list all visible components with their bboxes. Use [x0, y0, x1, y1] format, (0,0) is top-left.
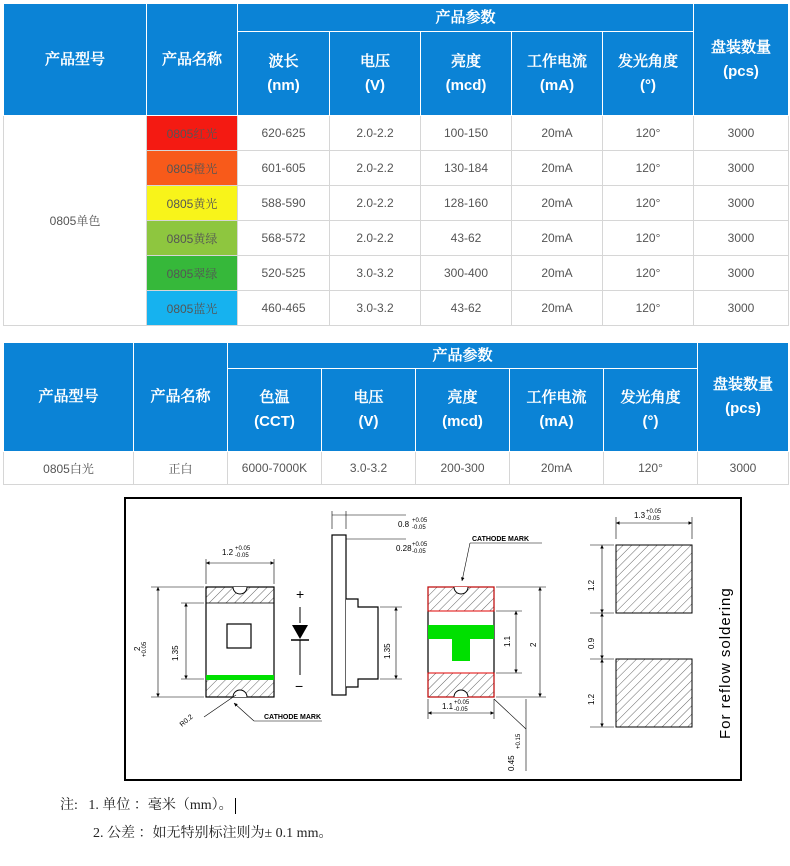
dim-pad-h1: 1.2: [587, 579, 596, 591]
reflow-pads: [587, 509, 734, 739]
cell-brightness: 130-184: [421, 151, 512, 186]
color-swatch-yellow-green: 0805黄绿: [147, 221, 238, 256]
color-swatch-red: 0805红光: [147, 116, 238, 151]
header-voltage: 电压 (V): [330, 32, 421, 116]
model-cell: 0805白光: [4, 452, 134, 485]
cell-angle: 120°: [603, 186, 694, 221]
dim-side-top: 0.8: [398, 520, 410, 529]
tol-plus: +0.05: [412, 542, 428, 548]
dimension-drawing: [124, 497, 742, 781]
cell-brightness: 43-62: [421, 291, 512, 326]
top-view: [133, 546, 322, 729]
dim-bottom-offset-tol: +0.15: [516, 733, 522, 749]
tol-minus: -0.05: [412, 549, 426, 555]
cell-brightness: 100-150: [421, 116, 512, 151]
header-angle: 发光角度 (°): [603, 32, 694, 116]
cell-brightness: 128-160: [421, 186, 512, 221]
cell-current: 20mA: [510, 452, 604, 485]
cell-wavelength: 460-465: [238, 291, 330, 326]
header-qty: 盘装数量 (pcs): [694, 4, 789, 116]
polarity-mark-bar: [428, 625, 494, 639]
header-angle: 发光角度 (°): [604, 369, 698, 452]
header-cct: 色温 (CCT): [228, 369, 322, 452]
tol-plus: +0.05: [454, 700, 470, 706]
cell-wavelength: 588-590: [238, 186, 330, 221]
note-units: [60, 794, 236, 814]
color-swatch-green: 0805翠绿: [147, 256, 238, 291]
cell-voltage: 2.0-2.2: [330, 151, 421, 186]
cell-voltage: 3.0-3.2: [330, 291, 421, 326]
color-swatch-orange: 0805橙光: [147, 151, 238, 186]
dim-bottom-height: 2: [529, 642, 538, 647]
tol-plus: +0.05: [412, 518, 428, 524]
cell-angle: 120°: [603, 256, 694, 291]
table-row: [4, 116, 789, 151]
table-row: [4, 452, 789, 485]
cathode-label-right: CATHODE MARK: [472, 536, 530, 543]
cell-qty: 3000: [698, 452, 789, 485]
cell-angle: 120°: [603, 151, 694, 186]
dim-pad-h2: 1.2: [587, 693, 596, 705]
header-params-group: 产品参数: [238, 4, 694, 32]
header-current: 工作电流 (mA): [512, 32, 603, 116]
cell-current: 20mA: [512, 221, 603, 256]
cell-angle: 120°: [603, 291, 694, 326]
cell-voltage: 3.0-3.2: [322, 452, 416, 485]
cell-current: 20mA: [512, 151, 603, 186]
cell-voltage: 3.0-3.2: [330, 256, 421, 291]
header-name: 产品名称: [134, 343, 228, 452]
header-brightness: 亮度 (mcd): [421, 32, 512, 116]
cell-cct: 6000-7000K: [228, 452, 322, 485]
cell-wavelength: 568-572: [238, 221, 330, 256]
dim-pad-width: 1.3: [634, 511, 646, 520]
header-params-group: 产品参数: [228, 343, 698, 369]
side-view: [332, 511, 428, 695]
cell-wavelength: 520-525: [238, 256, 330, 291]
cell-voltage: 2.0-2.2: [330, 116, 421, 151]
cell-qty: 3000: [694, 221, 789, 256]
polarity-mark-stem: [452, 639, 470, 661]
header-model: 产品型号: [4, 343, 134, 452]
cell-angle: 120°: [603, 221, 694, 256]
cell-wavelength: 620-625: [238, 116, 330, 151]
cell-angle: 120°: [603, 116, 694, 151]
tol-minus: -0.05: [646, 516, 660, 522]
dim-bottom-mid: 1.1: [503, 635, 512, 647]
dim-width: 1.2: [222, 548, 234, 557]
cell-brightness: 300-400: [421, 256, 512, 291]
cell-qty: 3000: [694, 256, 789, 291]
text-caret: [235, 798, 236, 814]
cell-current: 20mA: [512, 291, 603, 326]
cell-brightness: 200-300: [416, 452, 510, 485]
dim-side-lead: 0.28: [396, 544, 412, 553]
header-brightness: 亮度 (mcd): [416, 369, 510, 452]
minus-sign: −: [295, 678, 304, 694]
tol-minus: -0.05: [454, 707, 468, 713]
diode-symbol: [291, 586, 309, 694]
cell-current: 20mA: [512, 186, 603, 221]
spec-table-mono: [3, 3, 789, 326]
note-prefix: 注:: [60, 798, 78, 813]
cell-name: 正白: [134, 452, 228, 485]
header-current: 工作电流 (mA): [510, 369, 604, 452]
dim-radius: R0.2: [178, 713, 195, 729]
dim-bottom-offset: 0.45: [507, 755, 516, 771]
header-qty: 盘装数量 (pcs): [698, 343, 789, 452]
tol-minus: -0.05: [412, 525, 426, 531]
dim-height-tol: +0.05: [142, 641, 148, 657]
cathode-band: [206, 675, 274, 680]
cell-angle: 120°: [604, 452, 698, 485]
header-wavelength: 波长 (nm): [238, 32, 330, 116]
cell-voltage: 2.0-2.2: [330, 221, 421, 256]
cell-qty: 3000: [694, 291, 789, 326]
dim-side-height: 1.35: [383, 643, 392, 659]
model-cell: 0805单色: [4, 116, 147, 326]
tol-plus: +0.05: [646, 509, 662, 515]
tol-plus: +0.05: [235, 546, 251, 552]
cell-voltage: 2.0-2.2: [330, 186, 421, 221]
cell-brightness: 43-62: [421, 221, 512, 256]
note-tolerance: [93, 822, 332, 842]
dim-pad-gap: 0.9: [587, 637, 596, 649]
tol-minus: -0.05: [235, 553, 249, 559]
note-line-2: 2. 公差 ：如无特别标注则为± 0.1 mm。: [93, 826, 333, 841]
spec-table-white: [3, 342, 789, 485]
header-model: 产品型号: [4, 4, 147, 116]
header-voltage: 电压 (V): [322, 369, 416, 452]
dim-inner: 1.35: [171, 645, 180, 661]
dim-height: 2: [133, 646, 142, 651]
bottom-view: [428, 536, 546, 771]
cell-qty: 3000: [694, 116, 789, 151]
cell-current: 20mA: [512, 116, 603, 151]
note-line-1: 1. 单位 ：毫米（mm）。: [88, 798, 233, 813]
cell-wavelength: 601-605: [238, 151, 330, 186]
cell-current: 20mA: [512, 256, 603, 291]
reflow-label: For reflow soldering: [717, 587, 734, 739]
cell-qty: 3000: [694, 151, 789, 186]
header-name: 产品名称: [147, 4, 238, 116]
plus-sign: +: [296, 586, 305, 602]
cathode-label-left: CATHODE MARK: [264, 714, 322, 721]
cell-qty: 3000: [694, 186, 789, 221]
dim-bottom-width: 1.1: [442, 702, 454, 711]
color-swatch-yellow: 0805黄光: [147, 186, 238, 221]
color-swatch-blue: 0805蓝光: [147, 291, 238, 326]
